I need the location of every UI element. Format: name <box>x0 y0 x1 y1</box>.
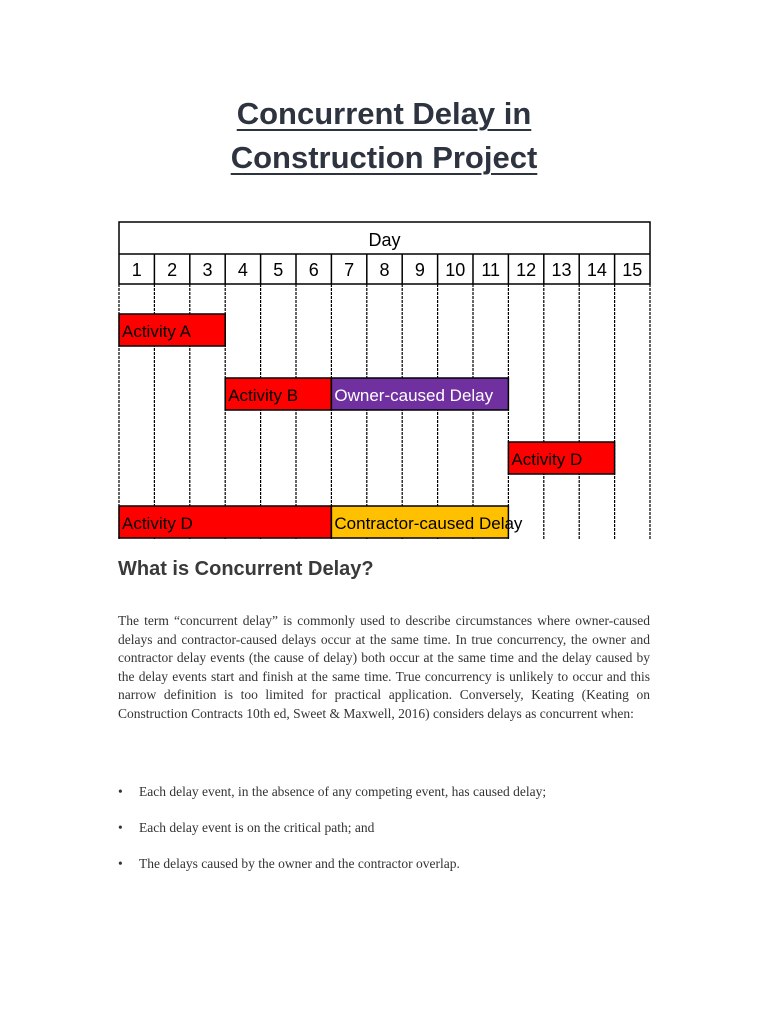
day-tick-label: 13 <box>551 260 572 280</box>
gantt-bar-label: Activity B <box>228 386 299 405</box>
list-item-text: Each delay event is on the critical path; and <box>139 820 375 835</box>
day-tick-label: 12 <box>516 260 537 280</box>
title-line-1: Concurrent Delay in <box>236 96 532 131</box>
list-item <box>118 783 658 819</box>
day-tick-label: 11 <box>481 260 501 280</box>
day-tick-label: 15 <box>622 260 643 280</box>
day-tick-label: 3 <box>202 260 213 280</box>
gantt-bar-label: Activity D <box>122 514 193 533</box>
list-item-text: The delays caused by the owner and the contractor overlap. <box>139 856 460 871</box>
list-item <box>118 819 658 855</box>
day-tick-label: 2 <box>167 260 178 280</box>
day-tick-label: 7 <box>344 260 355 280</box>
list-item-text: Each delay event, in the absence of any competing event, has caused delay; <box>139 784 547 799</box>
day-tick-label: 10 <box>445 260 466 280</box>
day-tick-label: 4 <box>237 260 248 280</box>
bullet-icon: • <box>118 784 123 799</box>
day-header-label: Day <box>368 230 401 250</box>
day-tick-label: 5 <box>273 260 284 280</box>
section-heading: What is Concurrent Delay? <box>118 558 374 580</box>
gantt-bar-label: Owner-caused Delay <box>334 386 494 405</box>
day-tick-label: 14 <box>586 260 607 280</box>
list-item <box>118 855 658 891</box>
gantt-bar-label: Contractor-caused Delay <box>334 514 523 533</box>
title-line-2: Construction Project <box>230 140 538 175</box>
day-tick-label: 6 <box>308 260 319 280</box>
gantt-bar-label: Activity A <box>122 322 191 341</box>
bullet-icon: • <box>118 856 123 871</box>
day-tick-label: 9 <box>414 260 425 280</box>
intro-paragraph: The term “concurrent delay” is commonly used to describe circumstances where owner-caused delays and contractor-caused delays occur at the same time. In true concurrency, the owner and contractor delay events (the cause of delay) both occur at the same time and the delay caused by the delay events start and finish at the same time. True concurrency is unlikely to occur and this narrow definition is too limited for practical application. Conversely, Keating (Keating on Construction Contracts 10th ed, Sweet & Maxwell, 2016) considers delays as concurrent when: <box>118 613 650 721</box>
day-tick-label: 1 <box>131 260 142 280</box>
day-tick-label: 8 <box>379 260 390 280</box>
gantt-bar-label: Activity D <box>511 450 583 469</box>
gantt-chart <box>117 220 651 542</box>
bullet-icon: • <box>118 820 123 835</box>
criteria-list <box>118 783 658 891</box>
